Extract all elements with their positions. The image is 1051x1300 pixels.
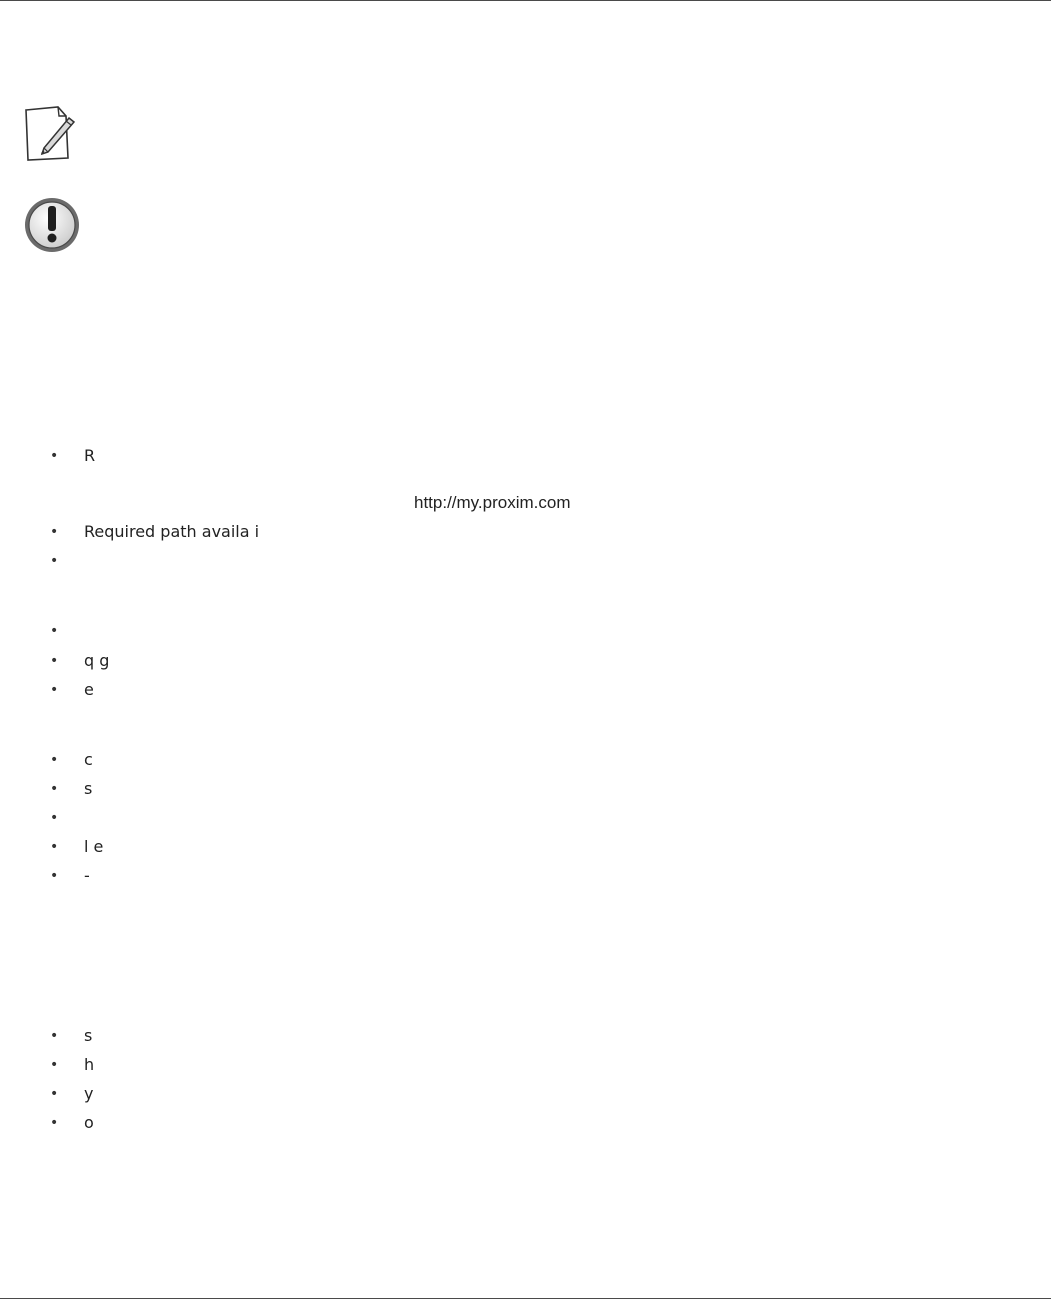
bottom-rule [0,1298,1051,1299]
bullet-icon: • [50,448,59,464]
list-item-text: e [84,680,94,699]
list-item-text: R [84,446,96,465]
bullet-icon: • [50,781,59,797]
bullet-icon: • [50,1057,59,1073]
proxim-url-link[interactable]: http://my.proxim.com [414,493,571,512]
bullet-icon: • [50,682,59,698]
list-item-text: q g [84,651,110,670]
bullet-icon: • [50,553,59,569]
note-icon [22,104,78,162]
list-item-text: s [84,779,93,798]
list-item-text: y [84,1084,94,1103]
list-item-text: o [84,1113,94,1132]
caution-icon [22,196,84,256]
list-item-text: h [84,1055,95,1074]
list-item-text: s [84,1026,93,1045]
bullet-icon: • [50,810,59,826]
bullet-icon: • [50,868,59,884]
list-item-text: c [84,750,93,769]
bullet-icon: • [50,623,59,639]
list-item-text: l e [84,837,104,856]
list-item-text: Required path availa i [84,522,260,541]
top-rule [0,0,1051,1]
list-item-text: - [84,866,90,885]
bullet-icon: • [50,1086,59,1102]
bullet-icon: • [50,653,59,669]
bullet-icon: • [50,1028,59,1044]
bullet-icon: • [50,752,59,768]
bullet-icon: • [50,839,59,855]
bullet-icon: • [50,524,59,540]
bullet-icon: • [50,1115,59,1131]
